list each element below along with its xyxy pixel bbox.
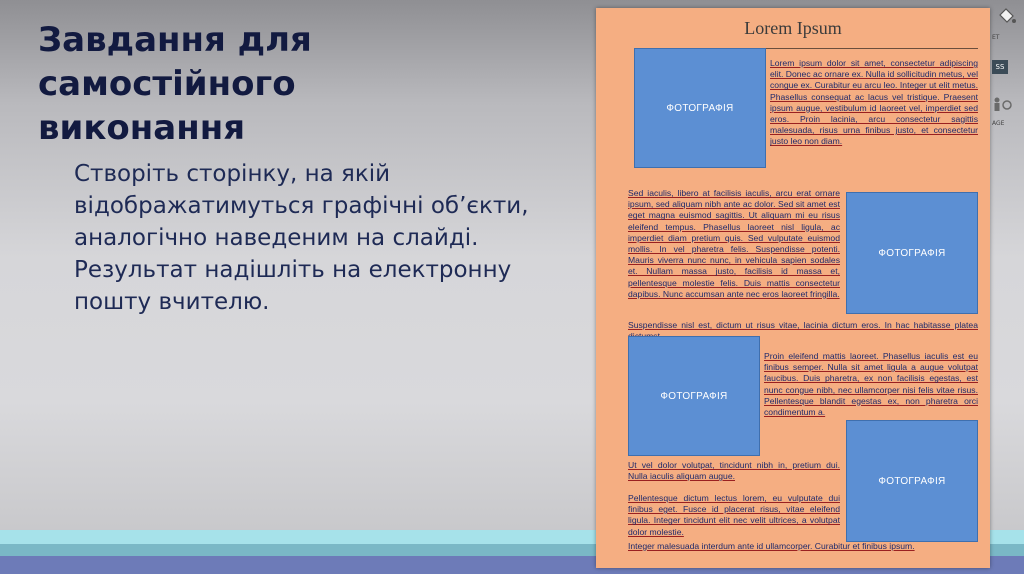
- sample-title-rule: [766, 48, 978, 49]
- toolbar-label: AGE: [992, 120, 1005, 127]
- paint-bucket-icon[interactable]: [994, 6, 1018, 28]
- lorem-paragraph-3-tail: Ut vel dolor volutpat, tincidunt nibh in, pretium dui. Nulla iaculis aliquam augue.: [628, 460, 840, 482]
- accessibility-icon[interactable]: [992, 96, 1014, 114]
- photo-label: ФОТОГРАФІЯ: [878, 475, 946, 487]
- photo-label: ФОТОГРАФІЯ: [878, 247, 946, 259]
- sample-page-image: [596, 8, 990, 568]
- photo-label: ФОТОГРАФІЯ: [666, 102, 734, 114]
- lorem-paragraph-3: Proin eleifend mattis laoreet. Phasellus iaculis est eu finibus semper. Nulla sit amet ligula a augue volutpat faucibus. Duis pharetra, ex non facilisis egestas, est nunc congue nibh, nec ullamcorper nisi felis vitae risus. Pellentesque blandit egestas ex, non pharetra orci condimentum a.: [764, 351, 978, 418]
- sample-page-title: Lorem Ipsum: [744, 18, 842, 38]
- lorem-paragraph-4: Pellentesque dictum lectus lorem, eu vulputate dui finibus eget. Fusce id placerat risus, vitae eleifend ligula. Integer tincidunt elit nec velit ultrices, a volutpat dolor molestie.: [628, 493, 840, 537]
- lorem-paragraph-2: Sed iaculis, libero at facilisis iaculis, arcu erat ornare ipsum, sed aliquam nibh ante ac dolor. Sed sit amet est eget magna euismod sagittis. Ut aliquam mi eu risus eleifend tempus. Phasellus laoreet nisl ligula, ac imperdiet diam pretium quis. Sed vulputate euismod mollis. In vel pharetra felis. Suspendisse potenti. Mauris viverra nunc nunc, in vehicula sapien sodales et. Nullam massa justo, facilisis id massa et, pellentesque molestie felis. Duis mattis consectetur dapibus. Nunc accumsan ante nec eros laoreet fringilla.: [628, 188, 840, 299]
- photo-placeholder-1: [634, 48, 766, 168]
- lorem-paragraph-1: Lorem ipsum dolor sit amet, consectetur adipiscing elit. Donec ac ornare ex. Nulla id sollicitudin metus, vel congue ex. Curabitur eu arcu leo. Integer ut elit metus. Phasellus consequat ac lacus vel tristique. Praesent ipsum augue, vestibulum id laoreet vel, imperdiet sed eros. Proin lacinia, arcu consectetur sagittis malesuada, risus urna finibus justo, et consectetur justo leo non diam.: [770, 58, 978, 147]
- lorem-paragraph-2-tail: Suspendisse nisl est, dictum ut risus vitae, lacinia dictum eros. In hac habitasse platea: [628, 320, 978, 330]
- slide-title: Завдання для самостійного виконання: [38, 20, 312, 148]
- photo-label: ФОТОГРАФІЯ: [660, 390, 728, 402]
- right-edge-toolbar: [992, 0, 1024, 140]
- toolbar-badge: SS: [992, 60, 1008, 74]
- photo-placeholder-3: [628, 336, 760, 456]
- lorem-paragraph-4-tail: Integer malesuada interdum ante id ullamcorper. Curabitur et finibus ipsum.: [628, 541, 915, 551]
- toolbar-label: ET: [992, 34, 1000, 41]
- photo-placeholder-2: [846, 192, 978, 314]
- slide-body-text: Створіть сторінку, на якій відображатимуться графічні об’єкти, аналогічно наведеним на слайді. Результат надішліть на електронну пошту вчителю.: [74, 161, 529, 315]
- photo-placeholder-4: [846, 420, 978, 542]
